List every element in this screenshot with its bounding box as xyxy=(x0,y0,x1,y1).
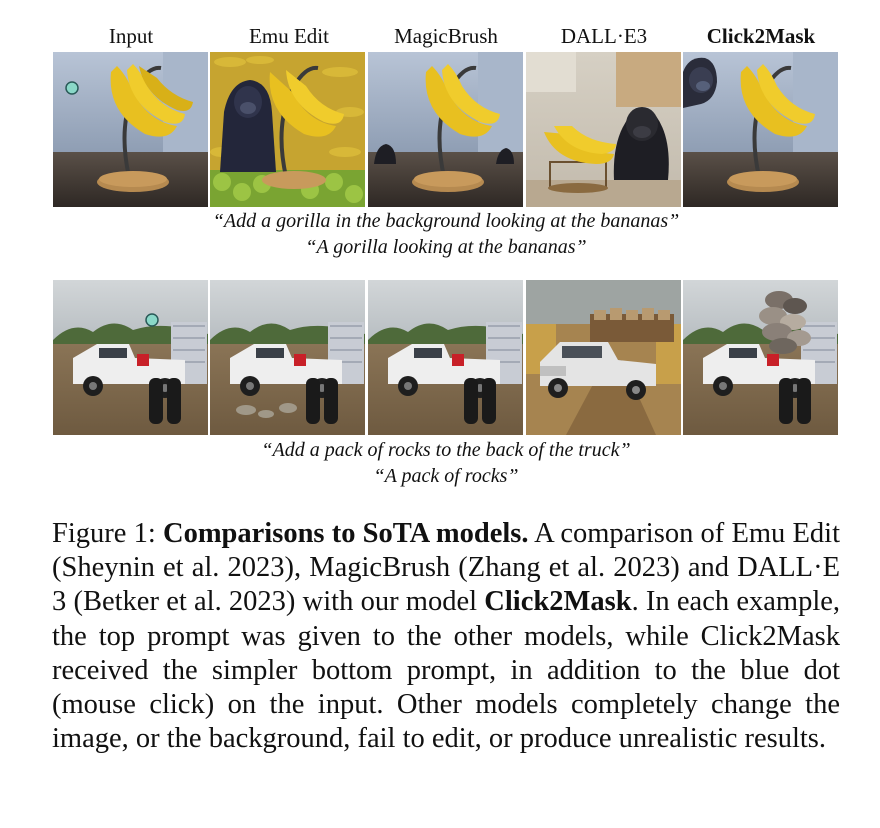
example-2-dalle3-image xyxy=(526,280,681,435)
example-2-magicbrush-image xyxy=(368,280,523,435)
example-1-emu-edit-image xyxy=(210,52,365,207)
example-1-simple-prompt: “A gorilla looking at the bananas” xyxy=(305,236,587,258)
example-2-emu-edit-image xyxy=(210,280,365,435)
column-header-magicbrush: MagicBrush xyxy=(394,24,498,48)
column-header-dalle3: DALL·E3 xyxy=(560,24,648,48)
example-1-image-row xyxy=(53,52,839,207)
column-header-input: Input xyxy=(108,24,154,48)
figure-model-name: Click2Mask xyxy=(484,586,632,618)
example-2-image-row xyxy=(53,280,839,435)
figure-text-2: . In each example, the top prompt was given to the other models, while Click2Mask received the simpler bottom prompt, in addition to the blue dot (mouse click) on the input. Other models completely change the image, or the background, fail to edit, or produce unrealistic results. xyxy=(52,586,841,755)
click-dot-icon xyxy=(66,82,78,94)
example-2-simple-prompt: “A pack of rocks” xyxy=(373,465,519,487)
column-header-click2mask: Click2Mask xyxy=(706,24,816,48)
example-1-prompts xyxy=(53,208,839,260)
example-1-full-prompt: “Add a gorilla in the background looking at the bananas” xyxy=(212,210,680,232)
figure-caption xyxy=(52,517,840,756)
example-2-prompts xyxy=(53,437,839,489)
example-1-magicbrush-image xyxy=(368,52,523,207)
figure-text-1: A comparison of Emu Edit (Sheynin et al. 2023), MagicBrush (Zhang et al. 2023) and DALL·E 3 (Betker et al. 2023) with our model xyxy=(52,518,840,618)
figure-heading: Comparisons to SoTA models. xyxy=(162,518,529,549)
example-2-click2mask-image xyxy=(683,280,838,435)
example-2-input-image xyxy=(53,280,208,435)
column-header-emu-edit: Emu Edit xyxy=(249,24,329,48)
column-headers xyxy=(53,22,839,50)
example-1-input-image xyxy=(53,52,208,207)
example-2-full-prompt: “Add a pack of rocks to the back of the truck” xyxy=(261,439,631,461)
figure-label: Figure 1: xyxy=(52,518,156,549)
click-dot-icon xyxy=(146,314,158,326)
example-1-click2mask-image xyxy=(683,52,838,207)
example-1-dalle3-image xyxy=(526,52,681,207)
